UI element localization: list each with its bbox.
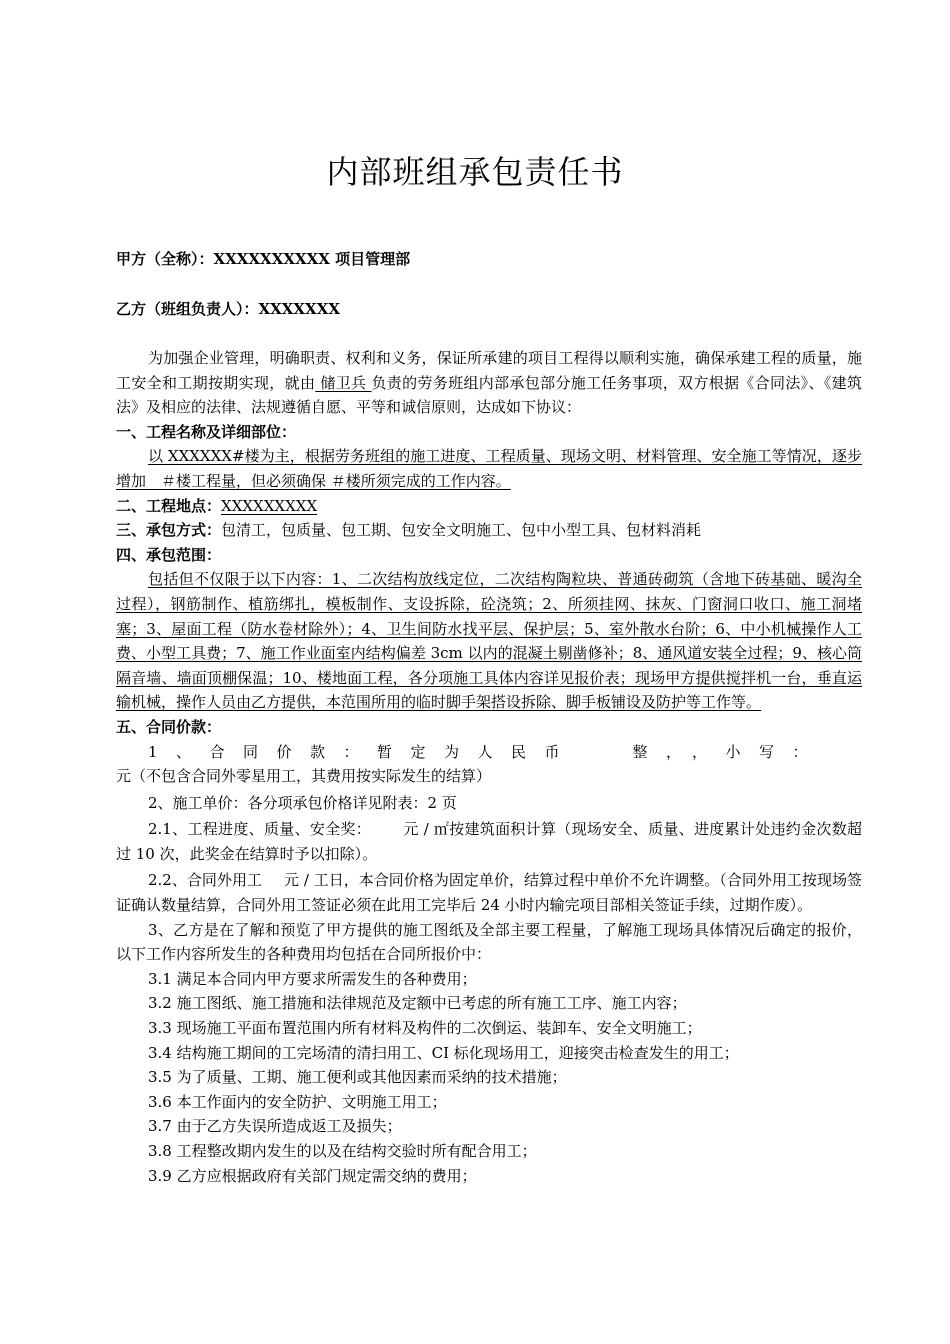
section-2 xyxy=(116,494,862,519)
intro-text-1: 为加强企业管理，明确职责、权利和义务，保证所承建的项目工程得以顺利实施，确保承建工程的质量，施工安全和工期按期实现，就由 xyxy=(116,349,862,392)
price-item-3-4: 3.4 结构施工期间的工完场清的清扫用工、CI 标化现场用工，迎接突击检查发生的用工； xyxy=(148,1043,739,1062)
section-1-text: 以 XXXXXX#楼为主，根据劳务班组的施工进度、工程质量、现场文明、材料管理、安全施工等情况，逐步增加 ＃楼工程量，但必须确保 ＃楼所须完成的工作内容。 xyxy=(116,447,862,490)
price-clause-2-2-a: 2.2、合同外用工 xyxy=(148,871,263,890)
price-item-3-7: 3.7 由于乙方失误所造成返工及损失； xyxy=(148,1117,402,1136)
price-item-3-2: 3.2 施工图纸、施工措施和法律规范及定额中已考虑的所有施工工序、施工内容； xyxy=(148,994,687,1013)
section-1-heading: 一、工程名称及详细部位： xyxy=(116,422,297,441)
price-item-3-1: 3.1 满足本合同内甲方要求所需发生的各种费用； xyxy=(148,969,477,988)
price-clause-2-1-b: 元 / ㎡按建筑面积计算（现场安全、质量、进度累计处违约金次数超过 10 次，此奖金在结算时予以扣除）。 xyxy=(116,820,863,863)
daily-wage-blank xyxy=(262,868,284,893)
price-item-3-8: 3.8 工程整改期内发生的以及在结构交验时所有配合用工； xyxy=(148,1142,537,1160)
bonus-blank xyxy=(371,817,403,842)
project-location: XXXXXXXXX xyxy=(221,496,318,515)
intro-text-2: 负责的劳务班组内部承包部分施工任务事项，双方根据《合同法》、《建筑法》及相应的法律、法规遵循自愿、平等和诚信原则，达成如下协议： xyxy=(116,373,862,417)
price-clause-3: 3、乙方是在了解和预览了甲方提供的施工图纸及全部主要工程量，了解施工现场具体情况后确定的报价，以下工作内容所发生的各种费用均包括在合同所报价中： xyxy=(116,920,862,964)
section-5-heading: 五、合同价款： xyxy=(116,717,222,736)
section-2-heading: 二、工程地点： xyxy=(116,496,222,515)
party-b: 乙方（班组负责人）：XXXXXXX xyxy=(116,300,340,318)
price-item-3-6: 3.6 本工作面内的安全防护、文明施工用工； xyxy=(148,1092,447,1111)
section-4-body xyxy=(116,567,862,715)
price-clause-2-2-b: 元 / 工日，本合同价格为固定单价，结算过程中单价不允许调整。（合同外用工按现场签证确认数量结算，合同外用工签证必须在此用工完毕后 24 小时内输完项目部相关签证手续，过期作废）。 xyxy=(116,871,862,915)
price-item-3-9: 3.9 乙方应根据政府有关部门规定需交纳的费用； xyxy=(148,1166,477,1185)
section-4-heading: 四、承包范围： xyxy=(116,545,222,564)
page-title: 内部班组承包责任书 xyxy=(326,153,624,191)
price-clause-1-b: 整，，小写： xyxy=(614,742,826,761)
team-leader-name: 储卫兵 xyxy=(315,373,372,392)
amount-figure-blank xyxy=(826,740,862,765)
party-a: 甲方（全称）：XXXXXXXXXX 项目管理部 xyxy=(116,250,411,268)
price-clause-1-a: 1、合同价款：暂定为人民币 xyxy=(148,742,579,761)
price-clause-2: 2、施工单价：各分项承包价格详见附表：2 页 xyxy=(148,793,457,812)
contract-method: 包清工，包质量、包工期、包安全文明施工、包中小型工具、包材料消耗 xyxy=(221,521,702,540)
price-clause-1 xyxy=(116,740,862,789)
contract-body xyxy=(116,346,862,1188)
price-item-3-5: 3.5 为了质量、工期、施工便利或其他因素而采纳的技术措施； xyxy=(148,1068,567,1087)
amount-blank xyxy=(578,740,614,765)
price-clause-2-1 xyxy=(116,817,862,866)
price-clause-2-2 xyxy=(116,868,862,917)
price-clause-2-1-a: 2.1、工程进度、质量、安全奖： xyxy=(148,820,372,839)
intro-paragraph xyxy=(116,346,862,420)
section-1-body xyxy=(116,444,862,493)
price-item-3-3: 3.3 现场施工平面布置范围内所有材料及构件的二次倒运、装卸车、安全文明施工； xyxy=(148,1019,702,1038)
section-3 xyxy=(116,518,862,543)
section-3-heading: 三、承包方式： xyxy=(116,521,222,540)
section-4-text: 包括但不仅限于以下内容：1、二次结构放线定位，二次结构陶粒块、普通砖砌筑（含地下砖基础、暖沟全过程），钢筋制作、植筋绑扎，模板制作、支设拆除，砼浇筑；2、所须挂网、抹灰、门窗洞口收口、施工洞堵塞；3、屋面工程（防水卷材除外）；4、卫生间防水找平层、保护层；5、室外散水台阶；6、中小机械操作人工费、小型工具费；7、施工作业面室内结构偏差 3cm 以内的混凝土剔凿修补；8、通风道安装全过程；9、核心筒隔音墙、墙面顶棚保温；10、楼地面工程，各分项施工具体内容详见报价表；现场甲方提供搅拌机一台，垂直运输机械，操作人员由乙方提供，本范围所用的临时脚手架搭设拆除、脚手板铺设及防护等工作等。 xyxy=(116,570,862,712)
price-clause-1-c: 元（不包含合同外零星用工，其费用按实际发生的结算） xyxy=(116,767,492,786)
